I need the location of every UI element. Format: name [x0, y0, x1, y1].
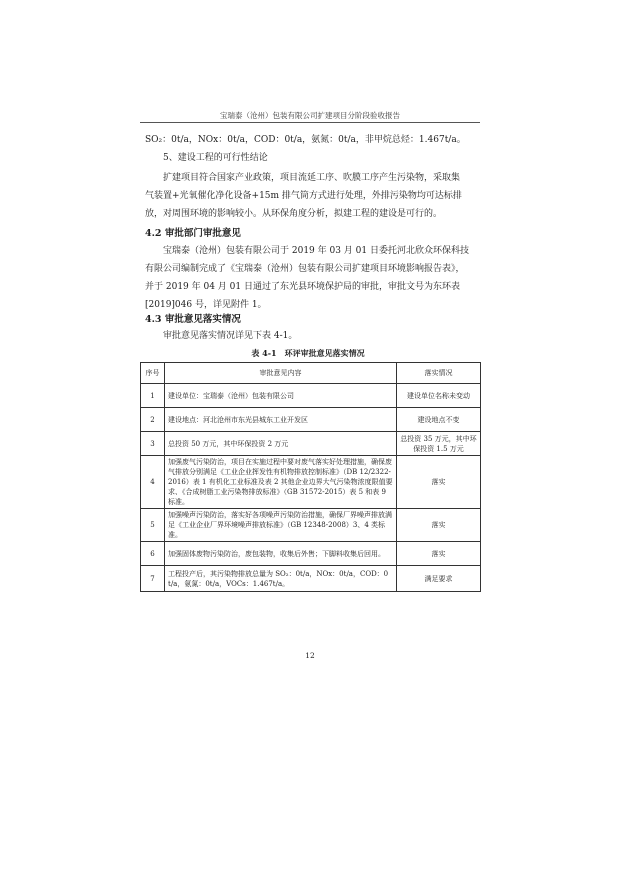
table-row [141, 408, 481, 432]
row-status: 落实 [397, 509, 481, 542]
row-status: 总投资 35 万元，其中环保投资 1.5 万元 [397, 432, 481, 456]
row-no: 6 [141, 542, 165, 566]
table-row [141, 566, 481, 592]
row-content: 总投资 50 万元，其中环保投资 2 万元 [165, 432, 397, 456]
header-rule [140, 122, 480, 123]
col-header-content: 审批意见内容 [165, 363, 397, 384]
row-content: 加强废气污染防治，项目在实施过程中要对废气落实好处理措施，确保废气排放分别满足《工业企业挥发性有机物排放控制标准》（DB 12/2322-2016）表 1 有机化工业标准及表 2 其他企业边界大气污染物浓度限值要求、《合成树脂工业污染物排放标准》（GB 31572-2015）表 5 和表 9 标准。 [165, 456, 397, 509]
row-no: 5 [141, 509, 165, 542]
approval-line-2: 有限公司编制完成了《宝瑞泰（沧州）包装有限公司扩建项目环境影响报告表》， [145, 264, 465, 274]
section-4-2-title: 4.2 审批部门审批意见 [145, 228, 241, 239]
row-no: 1 [141, 384, 165, 408]
table-header-row [141, 363, 481, 384]
table-row [141, 542, 481, 566]
row-no: 2 [141, 408, 165, 432]
approval-line-1: 宝瑞泰（沧州）包装有限公司于 2019 年 03 月 01 日委托河北欣众环保科技 [163, 246, 469, 256]
row-no: 7 [141, 566, 165, 592]
table-row [141, 456, 481, 509]
row-content: 建设地点：河北沧州市东光县城东工业开发区 [165, 408, 397, 432]
section-4-3-intro: 审批意见落实情况详见下表 4-1。 [163, 331, 298, 341]
table-row [141, 384, 481, 408]
row-no: 4 [141, 456, 165, 509]
approval-line-4: [2019]046 号，详见附件 1。 [145, 300, 267, 310]
row-status: 落实 [397, 542, 481, 566]
approval-table [140, 362, 481, 592]
col-header-status: 落实情况 [397, 363, 481, 384]
feasibility-line-3: 放，对周围环境的影响较小。从环保角度分析，拟建工程的建设是可行的。 [145, 209, 443, 219]
row-no: 3 [141, 432, 165, 456]
row-status: 满足要求 [397, 566, 481, 592]
row-status: 建设单位名称未变动 [397, 384, 481, 408]
row-status: 落实 [397, 456, 481, 509]
feasibility-line-1: 扩建项目符合国家产业政策，项目流延工序、吹膜工序产生污染物，采取集 [163, 173, 461, 183]
row-content: 建设单位：宝瑞泰（沧州）包装有限公司 [165, 384, 397, 408]
running-header: 宝瑞泰（沧州）包装有限公司扩建项目分阶段验收报告 [220, 111, 400, 120]
feasibility-line-2: 气装置+光氧催化净化设备+15m 排气筒方式进行处理，外排污染物均可达标排 [145, 191, 462, 201]
emissions-line: SO₂：0t/a，NOx：0t/a，COD：0t/a，氨氮：0t/a，非甲烷总烃：1.467t/a。 [145, 135, 466, 145]
section-4-3-title: 4.3 审批意见落实情况 [145, 314, 241, 325]
page-number: 12 [305, 651, 315, 660]
col-header-no: 序号 [141, 363, 165, 384]
row-content: 加强固体废物污染防治，废包装物，收集后外售；下脚料收集后回用。 [165, 542, 397, 566]
feasibility-heading: 5、建设工程的可行性结论 [163, 153, 268, 163]
approval-line-3: 并于 2019 年 04 月 01 日通过了东光县环境保护局的审批，审批文号为东环表 [145, 282, 460, 292]
row-content: 工程投产后，其污染物排放总量为 SO₂：0t/a，NOx：0t/a，COD：0t/a，氨氮：0t/a，VOCs：1.467t/a。 [165, 566, 397, 592]
table-caption: 表 4-1 环评审批意见落实情况 [251, 348, 365, 358]
row-status: 建设地点不变 [397, 408, 481, 432]
table-row [141, 432, 481, 456]
row-content: 加强噪声污染防治，落实好各项噪声污染防治措施，确保厂界噪声排放满足《工业企业厂界环境噪声排放标准》（GB 12348-2008）3、4 类标准。 [165, 509, 397, 542]
table-row [141, 509, 481, 542]
